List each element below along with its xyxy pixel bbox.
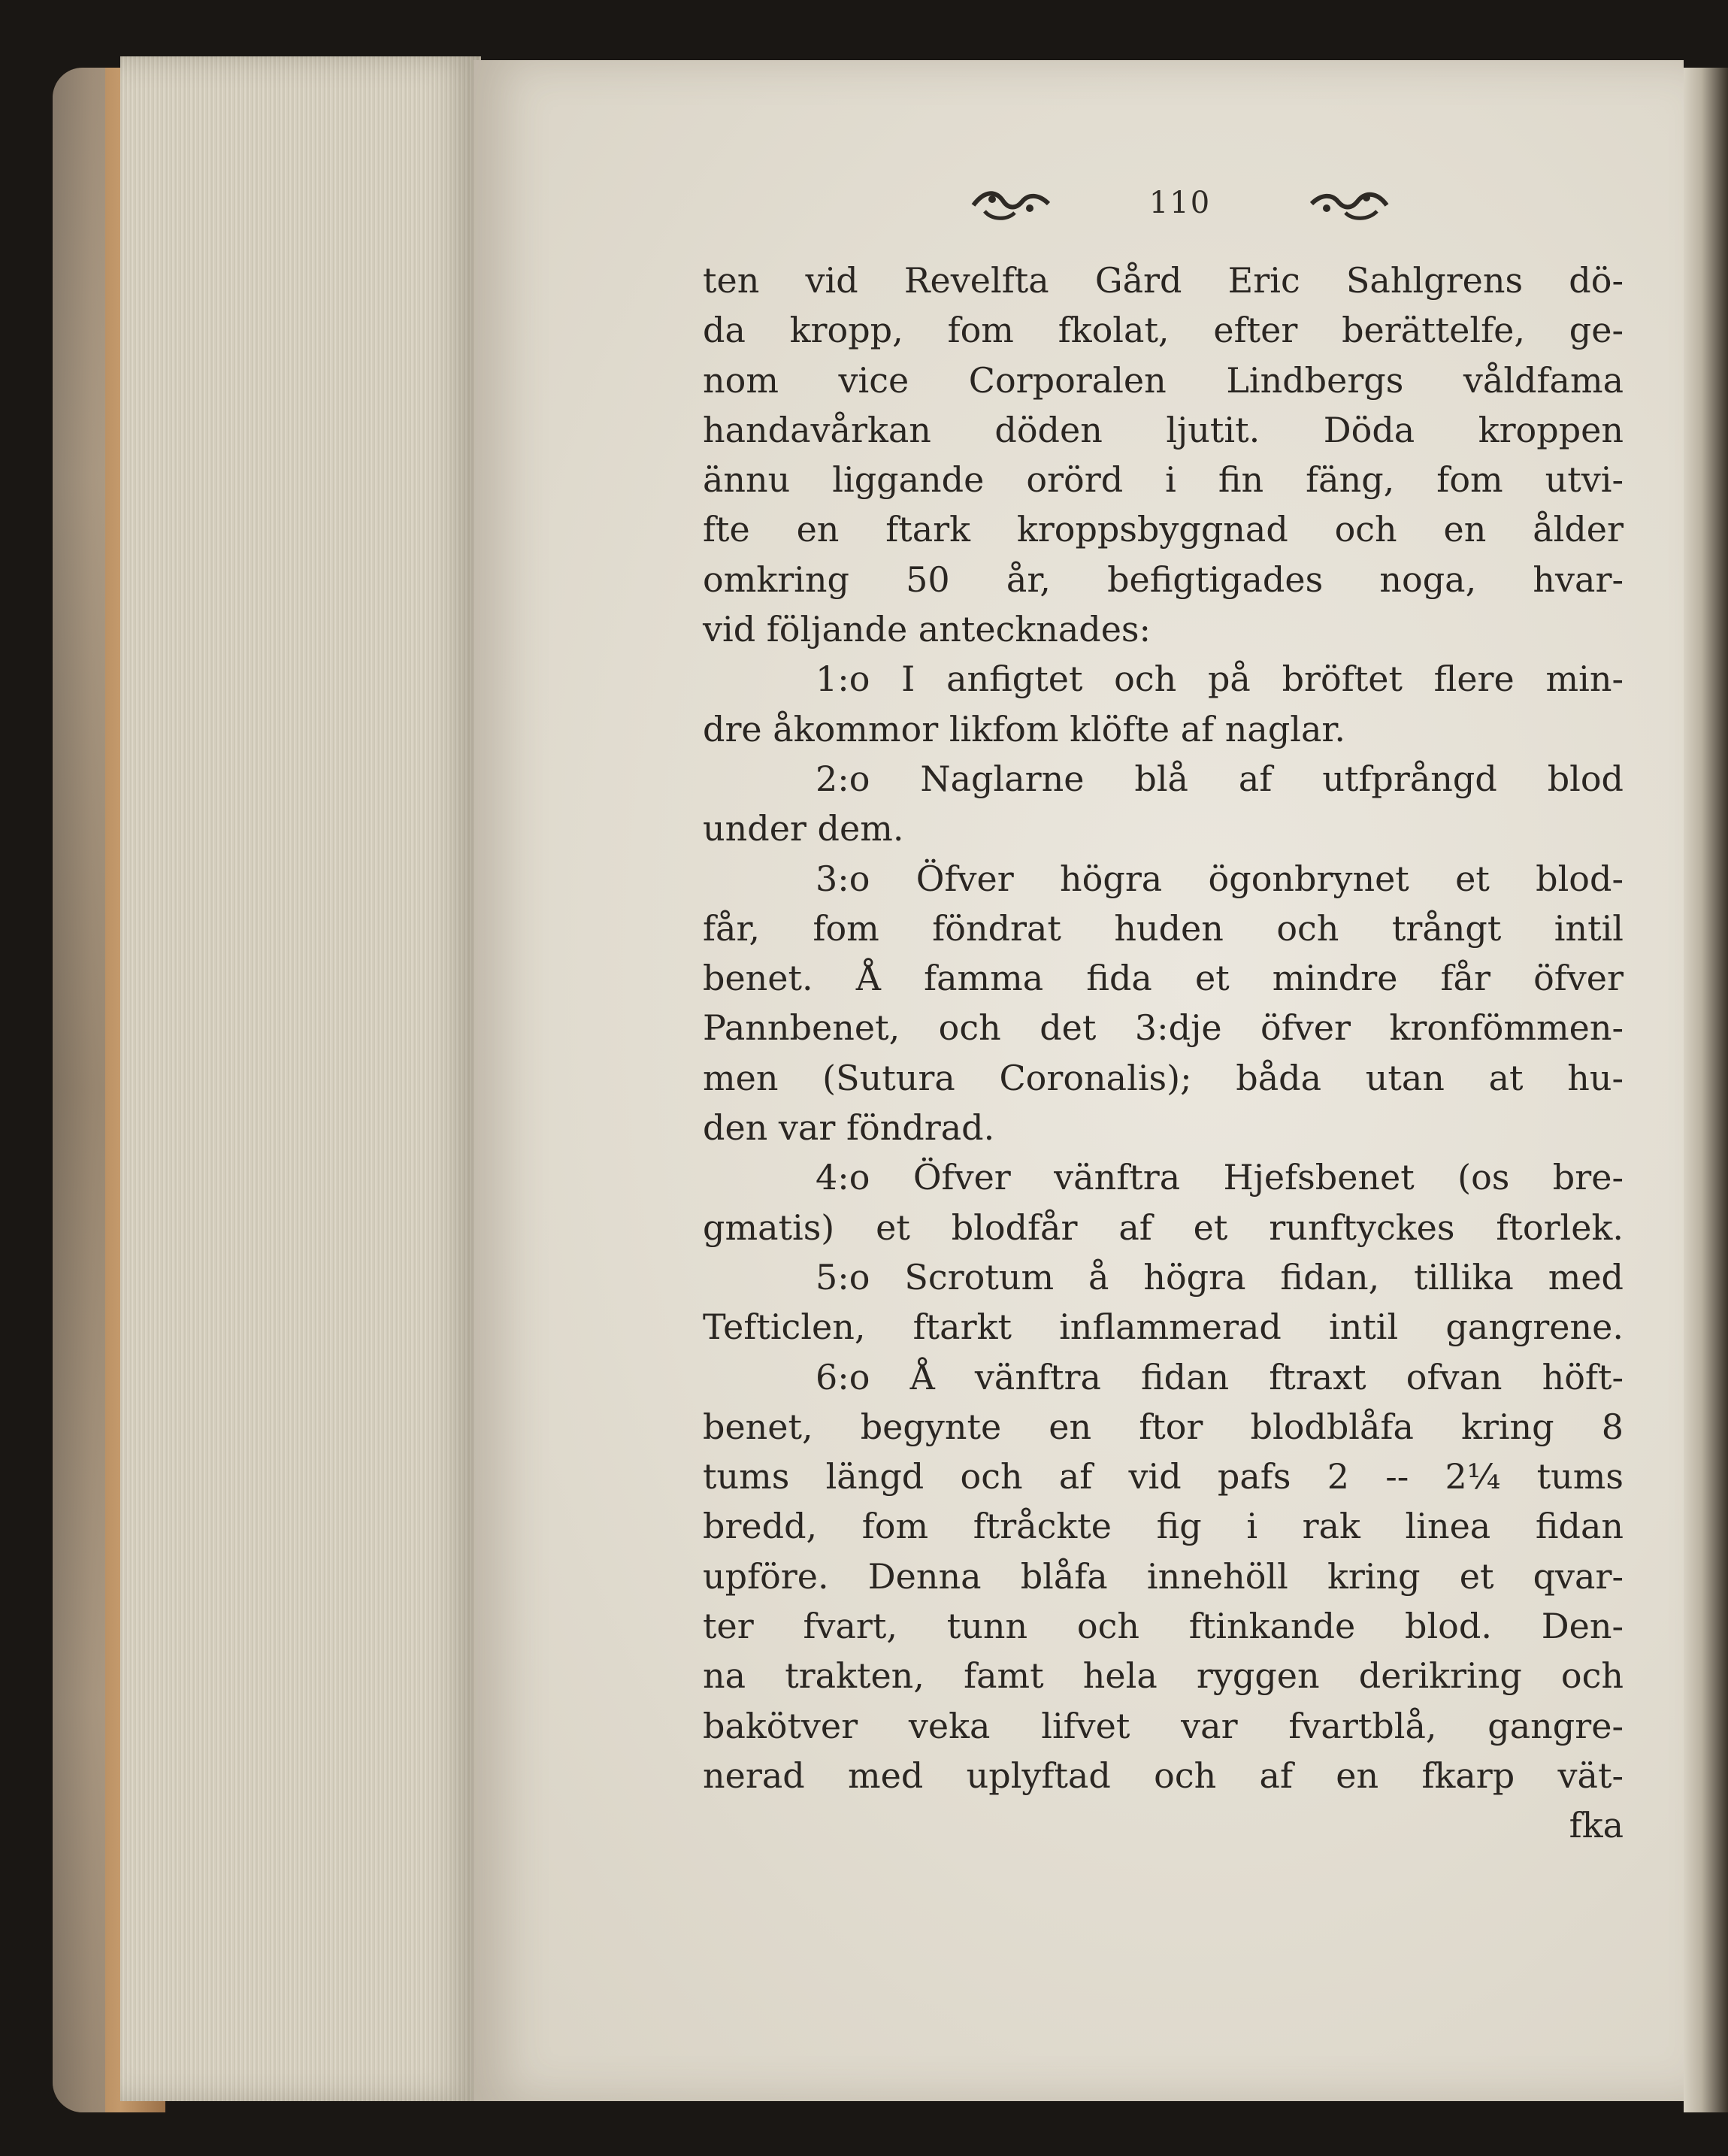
- text-line: da kropp, fom fkolat, efter berättelfe, ge-: [703, 310, 1624, 351]
- text-line: nom vice Corporalen Lindbergs våldfama: [703, 359, 1624, 401]
- text-line: den var föndrad.: [703, 1107, 995, 1149]
- text-line: benet. Å famma fida et mindre får öfver: [703, 958, 1624, 999]
- text-line: na trakten, famt hela ryggen derikring och: [703, 1655, 1624, 1697]
- text-line: vid följande antecknades:: [703, 609, 1151, 650]
- text-line: 5:o Scrotum å högra fidan, tillika med: [816, 1256, 1624, 1298]
- text-line: 3:o Öfver högra ögonbrynet et blod-: [816, 858, 1624, 899]
- page-number: 110: [1148, 186, 1212, 220]
- text-line: 6:o Å vänftra fidan ftraxt ofvan höft-: [816, 1356, 1624, 1397]
- text-line: får, fom föndrat huden och trångt intil: [703, 907, 1624, 949]
- ornament-right-icon: [1308, 183, 1391, 224]
- gutter-edge: [1684, 68, 1728, 2112]
- text-line: ännu liggande orörd i fin fäng, fom utvi-: [703, 459, 1624, 501]
- page-header: [970, 177, 1391, 229]
- text-line: dre åkommor likfom klöfte af naglar.: [703, 708, 1345, 749]
- page-edges: [120, 56, 481, 2101]
- text-line: ten vid Revelfta Gård Eric Sahlgrens dö-: [703, 260, 1624, 301]
- text-line: 1:o I anfigtet och på bröftet flere min-: [816, 659, 1624, 700]
- text-line: fte en ftark kroppsbyggnad och en ålder: [703, 509, 1624, 550]
- text-line: nerad med uplyftad och af en fkarp vät-: [703, 1755, 1624, 1796]
- text-line: Tefticlen, ftarkt inflammerad intil gangrene.: [703, 1307, 1624, 1348]
- text-line: under dem.: [703, 808, 904, 849]
- text-line: upföre. Denna blåfa innehöll kring et qvar-: [703, 1555, 1624, 1597]
- text-line: tums längd och af vid pafs 2 -- 2¼ tums: [703, 1456, 1624, 1497]
- text-line: bredd, fom ftråckte fig i rak linea fidan: [703, 1506, 1624, 1547]
- ornament-left-icon: [970, 183, 1052, 224]
- text-line: omkring 50 år, befigtigades noga, hvar-: [703, 559, 1624, 600]
- text-line: Pannbenet, och det 3:dje öfver kronfömmen-: [703, 1007, 1624, 1049]
- text-line: benet, begynte en ftor blodblåfa kring 8: [703, 1406, 1624, 1447]
- text-line: handavårkan döden ljutit. Döda kroppen: [703, 409, 1624, 450]
- text-line: 4:o Öfver vänftra Hjefsbenet (os bre-: [816, 1157, 1624, 1198]
- text-line: gmatis) et blodfår af et runftyckes ftorlek.: [703, 1207, 1624, 1248]
- body-text: [703, 256, 1624, 1851]
- catchword: fka: [1569, 1805, 1624, 1846]
- text-line: men (Sutura Coronalis); båda utan at hu-: [703, 1057, 1624, 1098]
- text-line: ter fvart, tunn och ftinkande blod. Den-: [703, 1606, 1624, 1647]
- text-line: bakötver veka lifvet var fvartblå, gangre-: [703, 1705, 1624, 1746]
- text-line: 2:o Naglarne blå af utfprångd blod: [816, 758, 1624, 799]
